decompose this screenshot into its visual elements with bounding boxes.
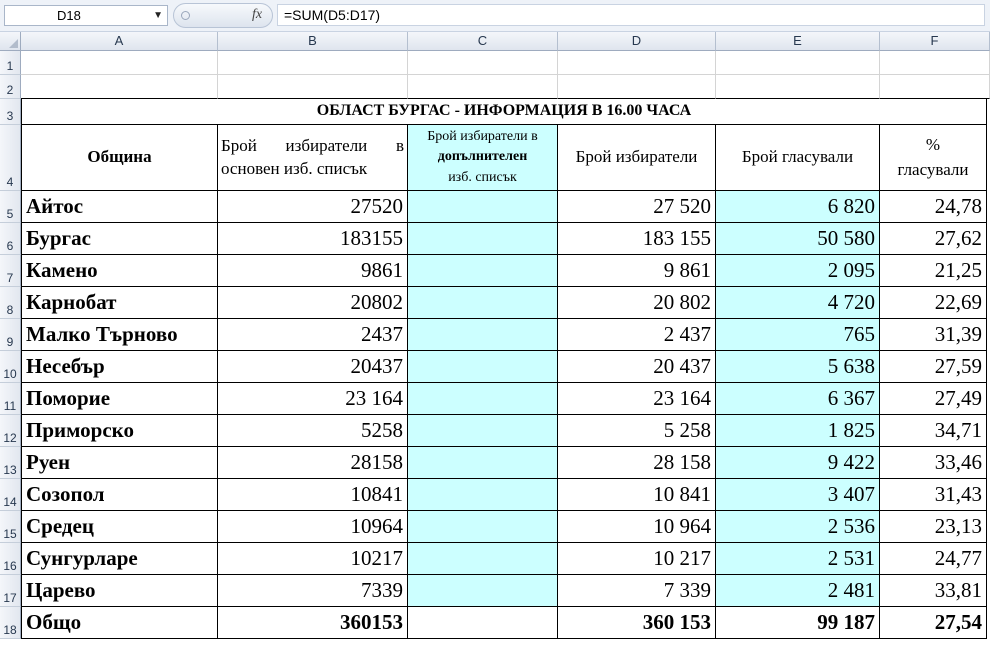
cell[interactable] <box>716 75 880 99</box>
sheet-title[interactable]: ОБЛАСТ БУРГАС - ИНФОРМАЦИЯ В 16.00 ЧАСА <box>21 99 987 125</box>
cell-total-label[interactable]: Общо <box>21 607 218 639</box>
cell-total-voters[interactable]: 9 861 <box>558 255 716 287</box>
cell[interactable] <box>558 75 716 99</box>
cell-additional-list[interactable] <box>408 479 558 511</box>
cell-municipality[interactable]: Руен <box>21 447 218 479</box>
row-header[interactable]: 12 <box>0 415 21 447</box>
cell-municipality[interactable]: Карнобат <box>21 287 218 319</box>
cell-additional-list[interactable] <box>408 223 558 255</box>
cell-percent[interactable]: 23,13 <box>880 511 987 543</box>
cell-additional-list[interactable] <box>408 543 558 575</box>
cell-total-voters[interactable]: 27 520 <box>558 191 716 223</box>
row-header[interactable]: 14 <box>0 479 21 511</box>
cell-percent[interactable]: 31,39 <box>880 319 987 351</box>
column-header-b[interactable]: B <box>218 32 408 51</box>
row-header[interactable]: 7 <box>0 255 21 287</box>
cell-percent[interactable]: 22,69 <box>880 287 987 319</box>
cell-percent[interactable]: 31,43 <box>880 479 987 511</box>
cell-additional-list[interactable] <box>408 319 558 351</box>
insert-function-icon[interactable]: fx <box>252 7 263 22</box>
cell-municipality[interactable]: Несебър <box>21 351 218 383</box>
cell-municipality[interactable]: Бургас <box>21 223 218 255</box>
cell[interactable] <box>408 51 558 75</box>
cell-main-list[interactable]: 20437 <box>218 351 408 383</box>
cell-total-voters[interactable]: 2 437 <box>558 319 716 351</box>
cell-municipality[interactable]: Царево <box>21 575 218 607</box>
cell-main-list[interactable]: 5258 <box>218 415 408 447</box>
cell[interactable] <box>21 51 218 75</box>
row-header[interactable]: 8 <box>0 287 21 319</box>
column-header-f[interactable]: F <box>880 32 990 51</box>
cell-percent[interactable]: 34,71 <box>880 415 987 447</box>
chevron-down-icon[interactable]: ▼ <box>153 10 163 21</box>
cell-municipality[interactable]: Сунгурларе <box>21 543 218 575</box>
cell-percent[interactable]: 24,77 <box>880 543 987 575</box>
cell-percent[interactable]: 27,49 <box>880 383 987 415</box>
header-total-voters[interactable]: Брой избиратели <box>558 125 716 191</box>
row-header[interactable]: 17 <box>0 575 21 607</box>
header-line: допълнителен <box>437 149 528 165</box>
row-header[interactable]: 3 <box>0 99 21 125</box>
row-header[interactable]: 10 <box>0 351 21 383</box>
header-main-list-voters[interactable]: Брой избиратели в основен изб. списък <box>218 125 408 191</box>
cell-main-list[interactable]: 23 164 <box>218 383 408 415</box>
expand-handle-icon[interactable] <box>181 11 190 20</box>
cell-voted[interactable]: 1 825 <box>716 415 880 447</box>
header-additional-list-voters[interactable] <box>408 125 558 191</box>
cell-additional-list[interactable] <box>408 287 558 319</box>
cell-voted[interactable]: 2 536 <box>716 511 880 543</box>
cell-voted[interactable]: 2 531 <box>716 543 880 575</box>
row-header[interactable]: 15 <box>0 511 21 543</box>
cell-percent[interactable]: 21,25 <box>880 255 987 287</box>
cell-main-list[interactable]: 2437 <box>218 319 408 351</box>
header-line: гласували <box>897 159 969 179</box>
column-header-a[interactable]: A <box>21 32 218 51</box>
cell-municipality[interactable]: Камено <box>21 255 218 287</box>
cell-total-additional-list[interactable] <box>408 607 558 639</box>
cell-total-voters[interactable]: 10 964 <box>558 511 716 543</box>
cell-main-list[interactable]: 10217 <box>218 543 408 575</box>
cell[interactable] <box>558 51 716 75</box>
cell-voted[interactable]: 5 638 <box>716 351 880 383</box>
cell-total-voters[interactable]: 10 217 <box>558 543 716 575</box>
cell-municipality[interactable]: Айтос <box>21 191 218 223</box>
select-all-button[interactable] <box>0 32 21 51</box>
cell[interactable] <box>880 75 990 99</box>
cell-municipality[interactable]: Приморско <box>21 415 218 447</box>
formula-input[interactable]: =SUM(D5:D17) <box>277 4 985 26</box>
cell-voted[interactable]: 3 407 <box>716 479 880 511</box>
cell-municipality[interactable]: Поморие <box>21 383 218 415</box>
header-percent-voted[interactable] <box>880 125 987 191</box>
cell-voted[interactable]: 4 720 <box>716 287 880 319</box>
cell-additional-list[interactable] <box>408 447 558 479</box>
cell-main-list[interactable]: 10964 <box>218 511 408 543</box>
cell-total-voters-selected[interactable]: 360 153 <box>558 607 716 639</box>
row-header[interactable]: 18 <box>0 607 21 639</box>
cell-main-list[interactable]: 20802 <box>218 287 408 319</box>
header-municipality[interactable]: Община <box>21 125 218 191</box>
cell-additional-list[interactable] <box>408 575 558 607</box>
cell-municipality[interactable]: Созопол <box>21 479 218 511</box>
cell[interactable] <box>218 75 408 99</box>
cell[interactable] <box>408 75 558 99</box>
cell-additional-list[interactable] <box>408 255 558 287</box>
row-header[interactable]: 6 <box>0 223 21 255</box>
cell-total-voters[interactable]: 7 339 <box>558 575 716 607</box>
cell-additional-list[interactable] <box>408 383 558 415</box>
cell-additional-list[interactable] <box>408 351 558 383</box>
cell-main-list[interactable]: 28158 <box>218 447 408 479</box>
cell-percent[interactable]: 27,59 <box>880 351 987 383</box>
header-line: % <box>925 134 941 154</box>
row-header[interactable]: 16 <box>0 543 21 575</box>
cell-municipality[interactable]: Средец <box>21 511 218 543</box>
cell-main-list[interactable]: 27520 <box>218 191 408 223</box>
cell-additional-list[interactable] <box>408 191 558 223</box>
cell-total-voters[interactable]: 20 802 <box>558 287 716 319</box>
cell-percent[interactable]: 24,78 <box>880 191 987 223</box>
cell-percent[interactable]: 33,46 <box>880 447 987 479</box>
formula-bar <box>0 0 990 32</box>
cell-voted[interactable]: 6 820 <box>716 191 880 223</box>
name-box-value: D18 <box>57 8 81 23</box>
cell-main-list[interactable]: 10841 <box>218 479 408 511</box>
cell-voted[interactable]: 9 422 <box>716 447 880 479</box>
cell[interactable] <box>21 75 218 99</box>
cell-voted[interactable]: 2 481 <box>716 575 880 607</box>
cell-total-voters[interactable]: 28 158 <box>558 447 716 479</box>
name-box[interactable] <box>4 5 168 26</box>
cell-main-list[interactable]: 7339 <box>218 575 408 607</box>
cell[interactable] <box>218 51 408 75</box>
cell-total-main-list[interactable]: 360153 <box>218 607 408 639</box>
row-header[interactable]: 13 <box>0 447 21 479</box>
formula-bar-controls <box>173 3 273 28</box>
header-voted[interactable]: Брой гласували <box>716 125 880 191</box>
cell-main-list[interactable]: 9861 <box>218 255 408 287</box>
cell-percent[interactable]: 33,81 <box>880 575 987 607</box>
row-header[interactable]: 2 <box>0 75 21 99</box>
cell-total-voters[interactable]: 5 258 <box>558 415 716 447</box>
cell-voted[interactable]: 50 580 <box>716 223 880 255</box>
row-header[interactable]: 11 <box>0 383 21 415</box>
cell-additional-list[interactable] <box>408 511 558 543</box>
cell-voted[interactable]: 765 <box>716 319 880 351</box>
column-header-d[interactable]: D <box>558 32 716 51</box>
cell-total-voters[interactable]: 23 164 <box>558 383 716 415</box>
cell-additional-list[interactable] <box>408 415 558 447</box>
cell-municipality[interactable]: Малко Търново <box>21 319 218 351</box>
cell-percent[interactable]: 27,62 <box>880 223 987 255</box>
cell-main-list[interactable]: 183155 <box>218 223 408 255</box>
cell-total-voters[interactable]: 183 155 <box>558 223 716 255</box>
column-header-e[interactable]: E <box>716 32 880 51</box>
cell[interactable] <box>716 51 880 75</box>
cell[interactable] <box>880 51 990 75</box>
row-header[interactable]: 9 <box>0 319 21 351</box>
cell-total-voted[interactable]: 99 187 <box>716 607 880 639</box>
header-line: изб. списък <box>448 169 517 185</box>
cell-voted[interactable]: 6 367 <box>716 383 880 415</box>
header-line: Брой избиратели в <box>427 129 538 145</box>
cell-voted[interactable]: 2 095 <box>716 255 880 287</box>
row-header[interactable]: 1 <box>0 51 21 75</box>
cell-total-percent[interactable]: 27,54 <box>880 607 987 639</box>
cell-total-voters[interactable]: 20 437 <box>558 351 716 383</box>
select-all-icon <box>9 39 18 48</box>
column-header-c[interactable]: C <box>408 32 558 51</box>
row-header[interactable]: 4 <box>0 125 21 191</box>
row-header[interactable]: 5 <box>0 191 21 223</box>
cell-total-voters[interactable]: 10 841 <box>558 479 716 511</box>
